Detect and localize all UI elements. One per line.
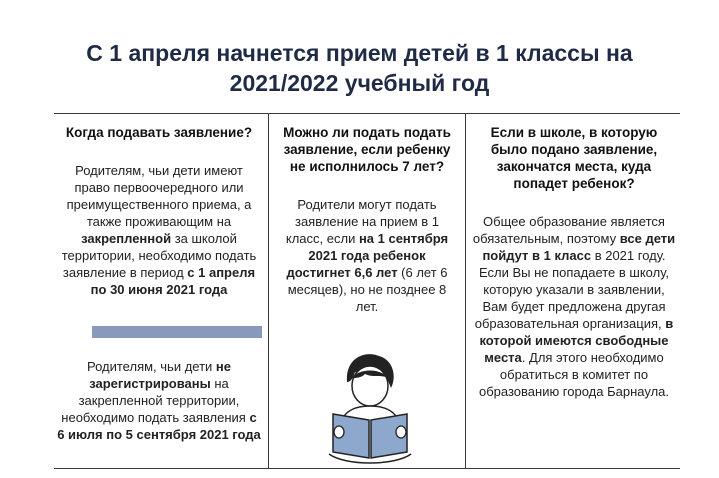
col3-heading: Если в школе, в которую было подано заявление, закончатся места, куда попадет ребенок? — [490, 125, 658, 191]
col3-paragraph — [472, 213, 676, 400]
column-under-seven — [276, 124, 458, 315]
col1-p1-bold-b: закрепленной — [81, 231, 172, 246]
section-separator-bar — [92, 326, 262, 338]
col2-text-a: Родители могут подать заявление на прием в 1 класс, если — [285, 197, 439, 246]
col3-text-e: . Для этого необходимо обратиться в комитет по образованию города Барнаула. — [478, 350, 669, 399]
col1-p2-text-a: Родителям, чьи дети — [86, 359, 216, 374]
column-divider-1 — [268, 114, 269, 468]
col1-paragraph-1 — [56, 162, 262, 298]
col1-paragraph-2 — [56, 358, 262, 443]
column-when-to-apply-part2 — [56, 358, 262, 443]
col1-p1-text-c: за школой территории, необходимо подать заявление в период — [61, 231, 257, 280]
col2-heading: Можно ли подать подать заявление, если ребенку не исполнилось 7 лет? — [283, 125, 451, 174]
col3-text-c: в 2021 году. Если Вы не попадаете в школу, которую указали в заявлении, Вам будет предложена другая образовательная организация, — [474, 248, 670, 331]
col2-text-c: (6 лет 6 месяцев), но не позднее 8 лет. — [287, 265, 448, 314]
col1-heading: Когда подавать заявление? — [65, 125, 253, 140]
col1-p2-bold-b: не зарегистрированы — [89, 359, 231, 391]
col1-p2-text-c: на закрепленной территории, необходимо подать заявления — [61, 376, 250, 425]
page-title — [0, 38, 719, 98]
title-line-2: 2021/2022 учебный год — [229, 70, 490, 96]
col1-p1-text-a: Родителям, чьи дети имеют право первоочередного или преимущественного приема, а также проживающим на — [66, 163, 252, 229]
column-no-places — [472, 124, 676, 400]
col3-bold-b: все дети пойдут в 1 класс — [482, 231, 676, 263]
top-divider — [54, 113, 680, 114]
bottom-divider — [54, 468, 680, 469]
col3-bold-d: в которой имеются свободные места — [479, 316, 674, 365]
title-line-1: С 1 апреля начнется прием детей в 1 классы на — [86, 40, 633, 66]
column-divider-2 — [465, 114, 466, 468]
column-when-to-apply — [56, 124, 262, 298]
col3-text-a: Общее образование является обязательным, поэтому — [472, 214, 665, 246]
col2-paragraph — [276, 196, 458, 315]
reading-child-illustration — [325, 348, 415, 466]
col2-bold-b: на 1 сентября 2021 года ребенок достигнет 6,6 лет — [286, 231, 449, 280]
col1-p2-bold-d: с 6 июля по 5 сентября 2021 года — [57, 410, 261, 442]
col1-p1-bold-d: с 1 апреля по 30 июня 2021 года — [90, 265, 256, 297]
